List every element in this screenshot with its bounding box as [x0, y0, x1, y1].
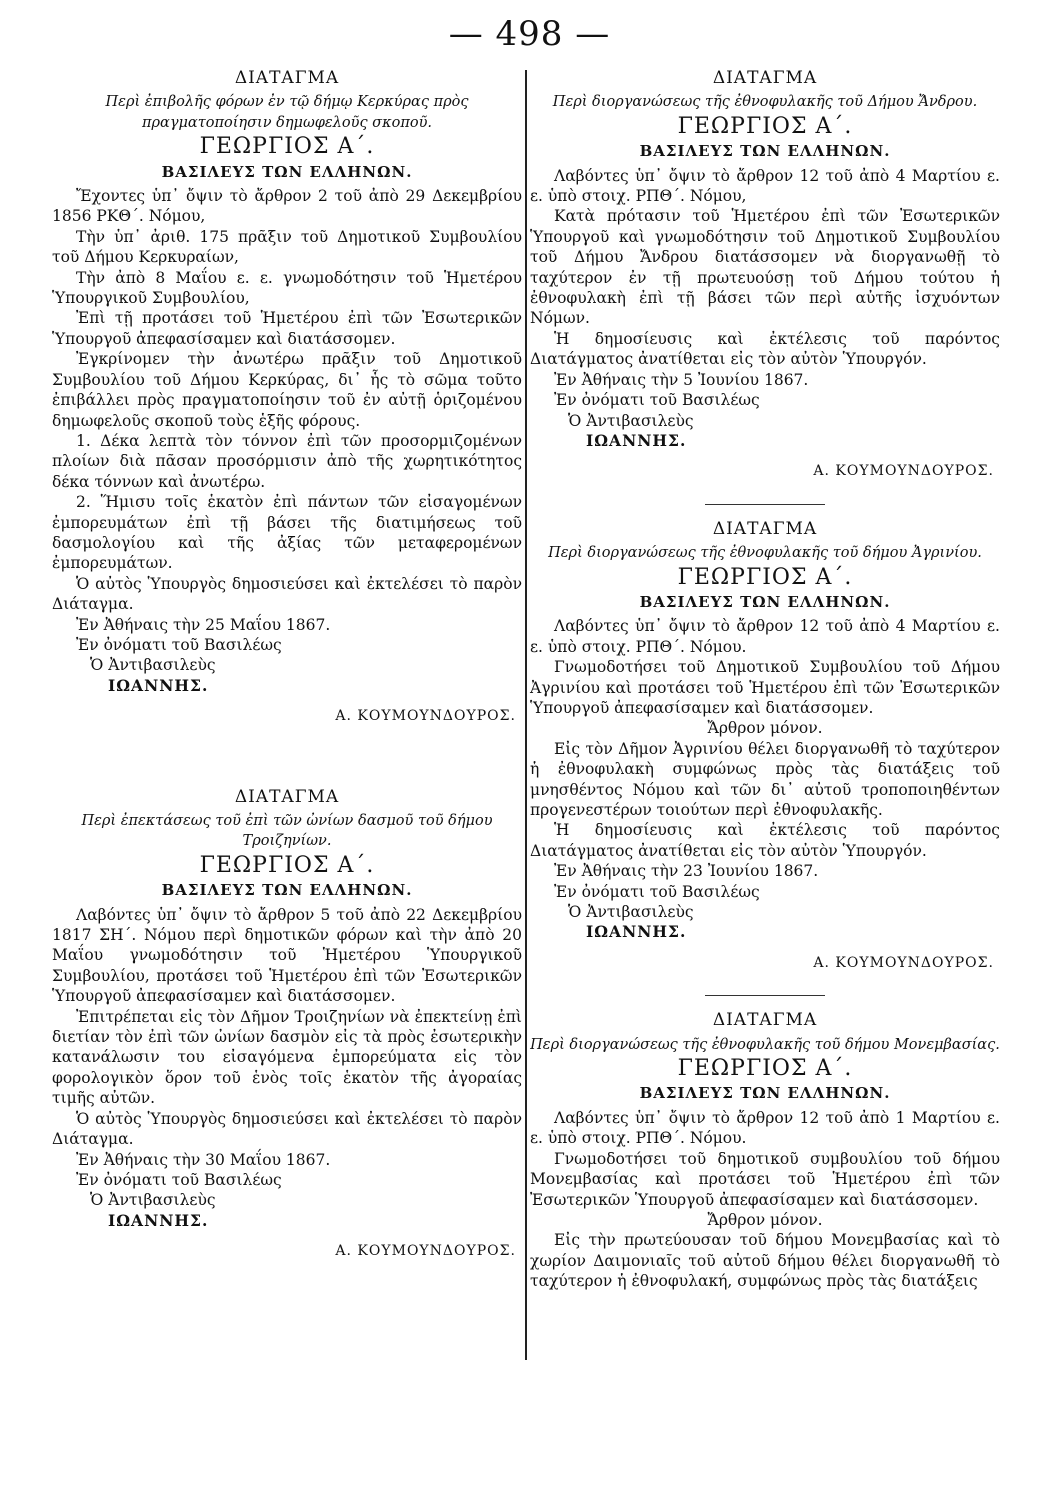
paragraph: Τὴν ἀπὸ 8 Μαΐου ε. ε. γνωμοδότησιν τοῦ Ἡμετέρου Ὑπουργικοῦ Συμβουλίου, — [52, 268, 522, 308]
paragraph: Εἰς τὸν Δῆμον Ἀγρινίου θέλει διοργανωθῆ τὸ ταχύτερον ἡ ἐθνοφυλακὴ συμφώνως πρὸς τὰς διατάξεις τοῦ μνησθέντος Νόμου καὶ τῶν δι᾽ αὐτοῦ τροποποιηθέντων προγενεστέρων τοιούτων περὶ ἐθνοφυλακῆς. — [530, 739, 1000, 819]
decree-subject: Περὶ διοργανώσεως τῆς ἐθνοφυλακῆς τοῦ Δήμου Ἄνδρου. — [552, 94, 978, 111]
date-line: Ἐν Ἀθήναις τὴν 25 Μαΐου 1867. — [76, 615, 331, 634]
paragraph: Ἐγκρίνομεν τὴν ἀνωτέρω πρᾶξιν τοῦ Δημοτικοῦ Συμβουλίου τοῦ Δήμου Κερκύρας, δι᾽ ἧς τὸ σῶμα τοῦτο ἐπιβάλλει πρὸς πραγματοποίησιν τοῦ ἐν αὐτῇ ὁριζομένου δημωφελοῦς σκοποῦ τοὺς ἑξῆς φόρους. — [52, 350, 522, 430]
decree-kerkyra — [52, 68, 522, 727]
article-heading: Ἄρθρον μόνον. — [707, 1210, 823, 1229]
decree-subject: Περὶ διοργανώσεως τῆς ἐθνοφυλακῆς τοῦ δήμου Μονεμβασίας. — [530, 1036, 1000, 1053]
decree-title: ΔΙΑΤΑΓΜΑ — [234, 68, 340, 88]
signature-line: Ἐν ὀνόματι τοῦ Βασιλέως — [76, 1170, 282, 1189]
decree-subject: Περὶ διοργανώσεως τῆς ἐθνοφυλακῆς τοῦ δήμου Ἀγρινίου. — [548, 545, 982, 562]
king-name: ΓΕΩΡΓΙΟΣ Α΄. — [677, 113, 853, 139]
signature-line: Ἐν ὀνόματι τοῦ Βασιλέως — [554, 391, 760, 410]
decree-title: ΔΙΑΤΑΓΜΑ — [712, 68, 818, 88]
minister-signature: Α. ΚΟΥΜΟΥΝΔΟΥΡΟΣ. — [335, 1243, 516, 1260]
king-name: ΓΕΩΡΓΙΟΣ Α΄. — [199, 852, 375, 878]
paragraph: Λαβόντες ὑπ᾽ ὄψιν τὸ ἄρθρον 5 τοῦ ἀπὸ 22 Δεκεμβρίου 1817 ΣΗ΄. Νόμου περὶ δημοτικῶν φόρων καὶ τὴν ἀπὸ 20 Μαΐου γνωμοδότησιν τοῦ Ἡμετέρου Ὑπουργικοῦ Συμβουλίου, προτάσει τοῦ Ἡμετέρου ἐπὶ τῶν Ἐσωτερικῶν Ὑπουργοῦ ἀπεφασίσαμεν καὶ διατάσσομεν. — [52, 905, 522, 1006]
right-column — [530, 68, 1000, 1292]
paragraph: Τὴν ὑπ᾽ ἀριθ. 175 πρᾶξιν τοῦ Δημοτικοῦ Συμβουλίου τοῦ Δήμου Κερκυραίων, — [52, 227, 522, 267]
signature-line: Ὁ Ἀντιβασιλεὺς — [568, 903, 694, 922]
paragraph: Ὁ αὐτὸς Ὑπουργὸς δημοσιεύσει καὶ ἐκτελέσει τὸ παρὸν Διάταγμα. — [52, 1109, 522, 1149]
column-divider — [525, 70, 527, 1360]
decree-title: ΔΙΑΤΑΓΜΑ — [712, 1010, 818, 1031]
king-name: ΓΕΩΡΓΙΟΣ Α΄. — [199, 134, 375, 160]
decree-troizinia — [52, 787, 522, 1262]
paragraph: Ἡ δημοσίευσις καὶ ἐκτέλεσις τοῦ παρόντος Διατάγματος ἀνατίθεται εἰς τὸν αὐτὸν Ὑπουργόν. — [530, 821, 1000, 860]
decree-agrinio — [530, 519, 1000, 974]
king-title: ΒΑΣΙΛΕΥΣ ΤΩΝ ΕΛΛΗΝΩΝ. — [639, 1084, 891, 1103]
signature-line: Ὁ Ἀντιβασιλεὺς — [568, 411, 694, 430]
signature-name: ΙΩΑΝΝΗΣ. — [108, 1210, 209, 1230]
date-line: Ἐν Ἀθήναις τὴν 5 Ἰουνίου 1867. — [554, 370, 809, 389]
signature-line: Ὁ Ἀντιβασιλεὺς — [90, 656, 216, 675]
king-title: ΒΑΣΙΛΕΥΣ ΤΩΝ ΕΛΛΗΝΩΝ. — [161, 162, 413, 181]
signature-name: ΙΩΑΝΝΗΣ. — [586, 922, 687, 942]
signature-line: Ἐν ὀνόματι τοῦ Βασιλέως — [76, 635, 282, 654]
paragraph: Λαβόντες ὑπ᾽ ὄψιν τὸ ἄρθρον 12 τοῦ ἀπὸ 4 Μαρτίου ε. ε. ὑπὸ στοιχ. ΡΠΘ΄. Νόμου, — [530, 166, 1000, 206]
paragraph: Εἰς τὴν πρωτεύουσαν τοῦ δήμου Μονεμβασίας καὶ τὸ χωρίον Δαιμονιαῖς τοῦ αὐτοῦ δήμου θέλει διοργανωθῆ τὸ ταχύτερον ἡ ἐθνοφυλακή, συμφώνως πρὸς τὰς διατάξεις — [530, 1231, 1000, 1291]
paragraph: Λαβόντες ὑπ᾽ ὄψιν τὸ ἄρθρον 12 τοῦ ἀπὸ 4 Μαρτίου ε. ε. ὑπὸ στοιχ. ΡΠΘ΄. Νόμου. — [530, 617, 1000, 656]
paragraph: Ἡ δημοσίευσις καὶ ἐκτέλεσις τοῦ παρόντος Διατάγματος ἀνατίθεται εἰς τὸν αὐτὸν Ὑπουργόν. — [530, 329, 1000, 369]
king-title: ΒΑΣΙΛΕΥΣ ΤΩΝ ΕΛΛΗΝΩΝ. — [639, 592, 891, 611]
paragraph: Ὁ αὐτὸς Ὑπουργὸς δημοσιεύσει καὶ ἐκτελέσει τὸ παρὸν Διάταγμα. — [52, 574, 522, 614]
page-number: — 498 — — [448, 14, 611, 54]
king-title: ΒΑΣΙΛΕΥΣ ΤΩΝ ΕΛΛΗΝΩΝ. — [639, 142, 891, 161]
paragraph: 2. Ἥμισυ τοῖς ἑκατὸν ἐπὶ πάντων τῶν εἰσαγομένων ἐμπορευμάτων ἐπὶ τῇ βάσει τῆς διατιμήσεως τοῦ δασμολογίου καὶ τῆς ἀξίας τῶν μεταφερομένων ἐμπορευμάτων. — [52, 493, 522, 573]
signature-line: Ὁ Ἀντιβασιλεὺς — [90, 1191, 216, 1210]
signature-line: Ἐν ὀνόματι τοῦ Βασιλέως — [554, 882, 760, 901]
signature-name: ΙΩΑΝΝΗΣ. — [586, 430, 687, 450]
decree-monemvasia — [530, 1010, 1000, 1291]
paragraph: Ἐπιτρέπεται εἰς τὸν Δῆμον Τροιζηνίων νὰ ἐπεκτείνῃ ἐπὶ διετίαν τὸν ἐπὶ τῶν ὠνίων δασμὸν εἰς τὰ πρὸς ἐσωτερικὴν κατανάλωσιν του εἰσαγόμενα ἐμπορεύματα εἰς τὸν φορολογικὸν ὅρον τοῦ ἑνὸς τοῖς ἑκατὸν τῆς ἀγοραίας τιμῆς αὐτῶν. — [52, 1007, 522, 1108]
decree-andros — [530, 68, 1000, 482]
paragraph: Ἐπὶ τῇ προτάσει τοῦ Ἡμετέρου ἐπὶ τῶν Ἐσωτερικῶν Ὑπουργοῦ ἀπεφασίσαμεν καὶ διατάσσομεν. — [52, 309, 522, 348]
paragraph: Κατὰ πρότασιν τοῦ Ἡμετέρου ἐπὶ τῶν Ἐσωτερικῶν Ὑπουργοῦ καὶ γνωμοδότησιν τοῦ Δημοτικοῦ Συμβουλίου τοῦ Δήμου Ἄνδρου διατάσσομεν νὰ διοργανωθῇ τὸ ταχύτερον ἐν τῇ πρωτευούσῃ τοῦ Δήμου τούτου ἡ ἐθνοφυλακὴ ἐπὶ τῇ βάσει τῶν περὶ αὐτῆς ἰσχυόντων Νόμων. — [530, 207, 1000, 328]
paragraph: Ἔχοντες ὑπ᾽ ὄψιν τὸ ἄρθρον 2 τοῦ ἀπὸ 29 Δεκεμβρίου 1856 ΡΚΘ΄. Νόμου, — [52, 187, 522, 226]
paragraph: Γνωμοδοτήσει τοῦ Δημοτικοῦ Συμβουλίου τοῦ Δήμου Ἀγρινίου καὶ προτάσει τοῦ Ἡμετέρου ἐπὶ τῶν Ἐσωτερικῶν Ὑπουργοῦ ἀπεφασίσαμεν καὶ διατάσσομεν. — [530, 658, 1000, 717]
section-separator — [705, 504, 825, 505]
decree-subject: Περὶ ἐπιβολῆς φόρων ἐν τῷ δήμῳ Κερκύρας πρὸς πραγματοποίησιν δημωφελοῦς σκοποῦ. — [105, 94, 469, 131]
section-separator — [705, 995, 825, 996]
minister-signature: Α. ΚΟΥΜΟΥΝΔΟΥΡΟΣ. — [335, 708, 516, 725]
paragraph: Λαβόντες ὑπ᾽ ὄψιν τὸ ἄρθρον 12 τοῦ ἀπὸ 1 Μαρτίου ε. ε. ὑπὸ στοιχ. ΡΠΘ΄. Νόμου. — [530, 1108, 1000, 1148]
decree-subject: Περὶ ἐπεκτάσεως τοῦ ἐπὶ τῶν ὠνίων δασμοῦ τοῦ δήμου Τροιζηνίων. — [81, 813, 493, 850]
spacer — [52, 727, 522, 787]
article-heading: Ἄρθρον μόνον. — [707, 719, 823, 738]
minister-signature: Α. ΚΟΥΜΟΥΝΔΟΥΡΟΣ. — [813, 463, 994, 480]
left-column — [52, 68, 522, 1262]
signature-name: ΙΩΑΝΝΗΣ. — [108, 675, 209, 695]
date-line: Ἐν Ἀθήναις τὴν 23 Ἰουνίου 1867. — [554, 862, 819, 881]
decree-title: ΔΙΑΤΑΓΜΑ — [712, 518, 818, 539]
minister-signature: Α. ΚΟΥΜΟΥΝΔΟΥΡΟΣ. — [813, 954, 994, 971]
paragraph: Γνωμοδοτήσει τοῦ δημοτικοῦ συμβουλίου τοῦ δήμου Μονεμβασίας καὶ προτάσει τοῦ Ἡμετέρου ἐπὶ τῶν Ἐσωτερικῶν Ὑπουργοῦ ἀπεφασίσαμεν καὶ διατάσσομεν. — [530, 1149, 1000, 1209]
decree-title: ΔΙΑΤΑΓΜΑ — [234, 786, 340, 807]
date-line: Ἐν Ἀθήναις τὴν 30 Μαΐου 1867. — [76, 1150, 331, 1169]
paragraph: 1. Δέκα λεπτὰ τὸν τόννον ἐπὶ τῶν προσορμιζομένων πλοίων διὰ πᾶσαν προσόρμισιν ἀπὸ τῆς χωρητικότητος δέκα τόννων καὶ ἀνωτέρω. — [52, 431, 522, 491]
king-title: ΒΑΣΙΛΕΥΣ ΤΩΝ ΕΛΛΗΝΩΝ. — [161, 881, 413, 900]
king-name: ΓΕΩΡΓΙΟΣ Α΄. — [677, 1056, 853, 1082]
king-name: ΓΕΩΡΓΙΟΣ Α΄. — [677, 564, 853, 590]
